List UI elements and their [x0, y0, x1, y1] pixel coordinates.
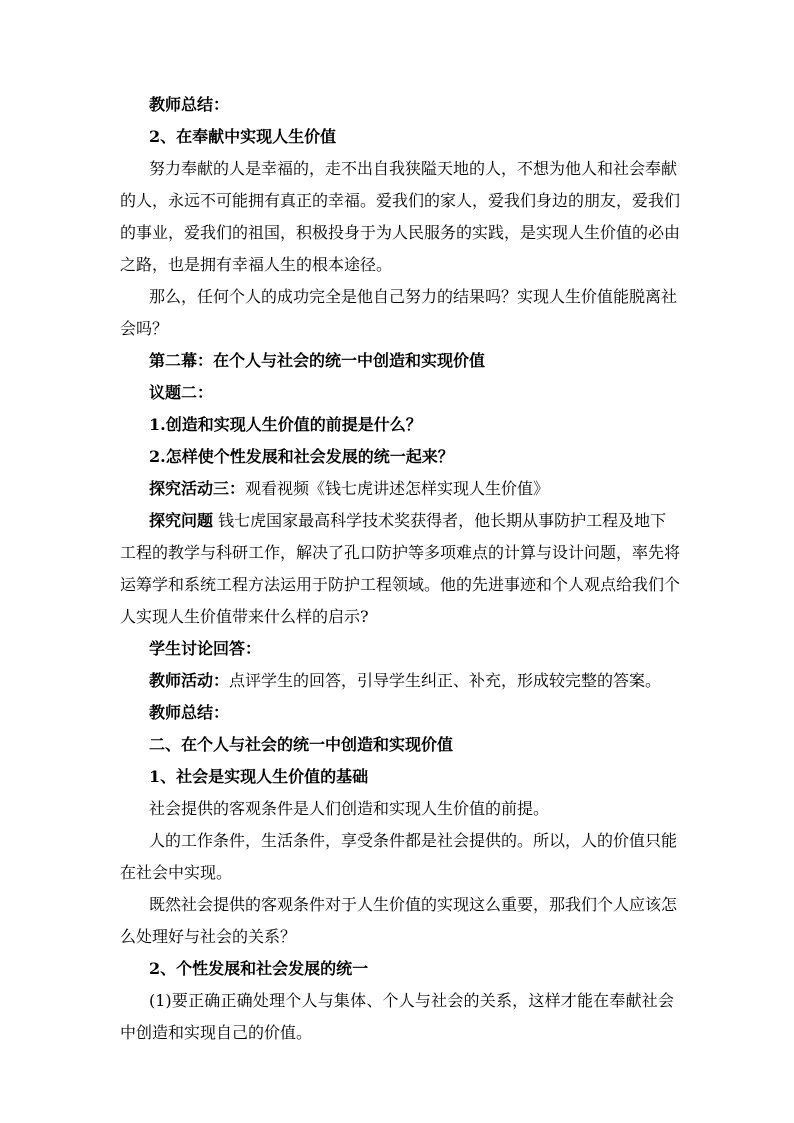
inquiry-question-text: 钱七虎国家最高科学技术奖获得者，他长期从事防护工程及地下: [218, 511, 667, 530]
inquiry-activity-text: 观看视频《钱七虎讲述怎样实现人生价值》: [245, 479, 550, 498]
paragraph-line: 的人，永远不可能拥有真正的幸福。爱我们的家人，爱我们身边的朋友，爱我们: [120, 191, 681, 210]
act-two-heading: 第二幕：在个人与社会的统一中创造和实现价值: [149, 351, 486, 370]
inquiry-activity-three: [149, 479, 549, 499]
inquiry-question-label: 探究问题: [149, 511, 214, 530]
student-discussion-heading: 学生讨论回答：: [149, 639, 262, 658]
paragraph-line: 之路，也是拥有幸福人生的根本途径。: [120, 255, 393, 274]
paragraph-line: 那么，任何个人的成功完全是他自己努力的结果吗？实现人生价值能脱离社: [149, 287, 678, 306]
subsection-heading-society: 1、社会是实现人生价值的基础: [149, 767, 369, 786]
section-heading-dedication: 2、在奉献中实现人生价值: [149, 127, 337, 146]
paragraph-line: (1)要正确正确处理个人与集体、个人与社会的关系，这样才能在奉献社会: [149, 991, 674, 1010]
section-heading-unity: 二、在个人与社会的统一中创造和实现价值: [149, 735, 454, 754]
inquiry-activity-label: 探究活动三：: [149, 479, 246, 498]
paragraph-line: 努力奉献的人是幸福的，走不出自我狭隘天地的人，不想为他人和社会奉献: [149, 159, 678, 178]
paragraph-line: 会吗？: [120, 319, 169, 338]
teacher-summary-heading: 教师总结：: [149, 703, 230, 722]
question-one: 1.创造和实现人生价值的前提是什么？: [149, 415, 422, 434]
paragraph-line: 既然社会提供的客观条件对于人生价值的实现这么重要，那我们个人应该怎: [149, 895, 678, 914]
paragraph-line: 运筹学和系统工程方法运用于防护工程领域。他的先进事迹和个人观点给我们个: [120, 575, 681, 594]
paragraph-line: 人的工作条件，生活条件，享受条件都是社会提供的。所以，人的价值只能: [149, 831, 678, 850]
paragraph-line: 中创造和实现自己的价值。: [120, 1023, 313, 1042]
teacher-activity-label: 教师活动：: [149, 671, 230, 690]
topic-two-heading: 议题二：: [149, 383, 214, 402]
question-two: 2.怎样使个性发展和社会发展的统一起来？: [149, 447, 454, 466]
paragraph-line: 么处理好与社会的关系？: [120, 927, 297, 946]
teacher-activity: [149, 671, 661, 691]
inquiry-question: [149, 511, 666, 531]
paragraph-line: 社会提供的客观条件是人们创造和实现人生价值的前提。: [149, 799, 550, 818]
paragraph-line: 的事业，爱我们的祖国，积极投身于为人民服务的实践，是实现人生价值的必由: [120, 223, 681, 242]
teacher-activity-text: 点评学生的回答，引导学生纠正、补充，形成较完整的答案。: [229, 671, 662, 690]
paragraph-line: 工程的教学与科研工作，解决了孔口防护等多项难点的计算与设计问题，率先将: [120, 543, 681, 562]
subsection-heading-individuality: 2、个性发展和社会发展的统一: [149, 959, 369, 978]
paragraph-line: 人实现人生价值带来什么样的启示?: [120, 607, 369, 626]
paragraph-line: 在社会中实现。: [120, 863, 233, 882]
teacher-summary-heading: 教师总结：: [149, 95, 230, 114]
